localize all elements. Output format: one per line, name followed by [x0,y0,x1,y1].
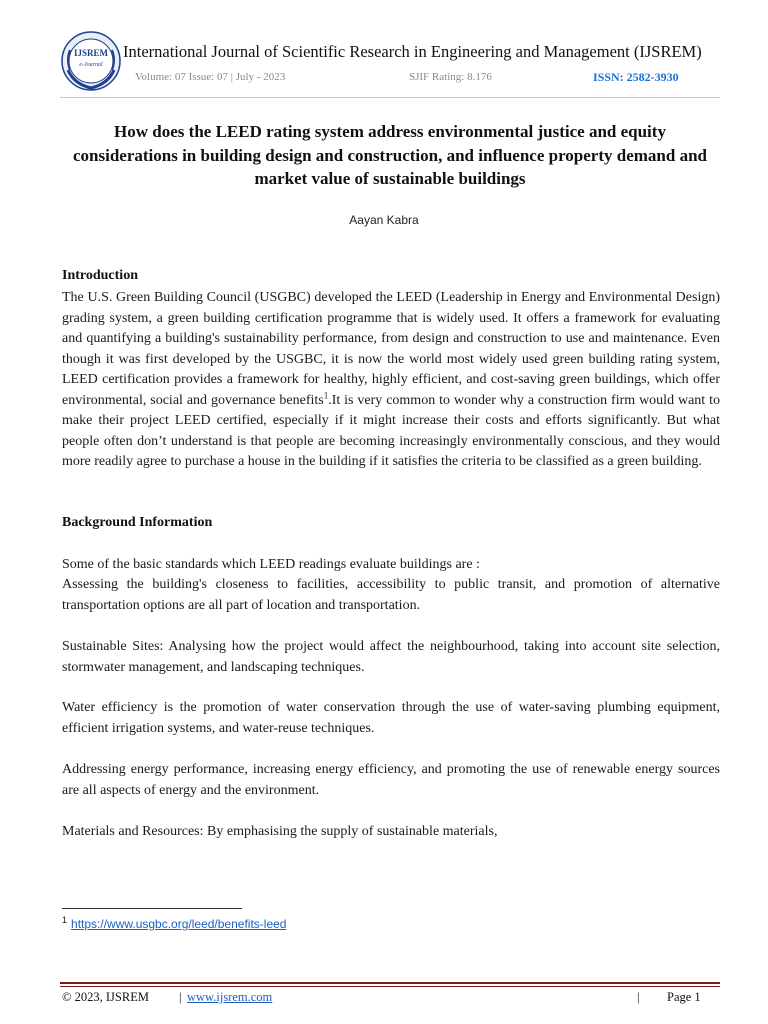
section-heading-introduction: Introduction [62,268,138,283]
footer-divider-thick [60,982,720,984]
footnote-mark: 1 [62,915,68,925]
ijsrem-logo [60,30,122,92]
section-heading-background: Background Information [62,515,213,530]
page-number: Page 1 [667,990,701,1004]
sjif-rating: SJIF Rating: 8.176 [409,71,492,83]
svg-text:IJSREM: IJSREM [73,48,109,58]
introduction-paragraph: The U.S. Green Building Council (USGBC) developed the LEED (Leadership in Energy and Environmental Design) grading system, a green building certification programme that is widely used. It offers a framework for evaluating and quantifying a building's sustainability performance, from design and construction to use and maintenance. Even though it was first developed by the USGBC, it is now the world most widely used green building rating system, LEED certification provides a framework for healthy, highly efficient, and cost-saving green buildings, which offer environmental, social and governance benefits$^1$.It is very common to wonder why a construction firm would want to make their project LEED certified, especially if it might increase their costs and efforts significantly. But what people often don’t understand is that people are becoming increasingly environmentally conscious, and they would more readily agree to purchase a house in the building if it satisfies the criteria to be classified as a green building. [62,290,720,469]
svg-text:e-Journal: e-Journal [79,62,103,68]
footer-separator: | [179,990,182,1004]
background-paragraph-2: Assessing the building's closeness to facilities, accessibility to public transit, and promotion of alternative transportation options are all part of location and transportation. [62,577,720,613]
author-name: Aayan Kabra [349,213,419,227]
footnote-link[interactable]: https://www.usgbc.org/leed/benefits-leed [71,917,287,931]
footnote-divider [62,908,242,909]
footer-website-link[interactable]: www.ijsrem.com [187,990,273,1004]
issue-info: Volume: 07 Issue: 07 | July - 2023 [135,71,286,83]
footer-copyright: © 2023, IJSREM [62,990,149,1004]
background-paragraph-1: Some of the basic standards which LEED readings evaluate buildings are : [62,557,480,572]
footnote-reference[interactable]: 1 [323,389,329,400]
journal-header [60,30,720,102]
header-divider [60,97,720,98]
background-paragraph-4: Water efficiency is the promotion of water conservation through the use of water-saving plumbing equipment, efficient irrigation systems, and water-reuse techniques. [62,700,720,736]
background-paragraph-3: Sustainable Sites: Analysing how the project would affect the neighbourhood, taking into account site selection, stormwater management, and landscaping techniques. [62,639,720,675]
footer-divider-thin [60,986,720,987]
paper-title: How does the LEED rating system address environmental justice and equity considerations in building design and construction, and influence property demand and market value of sustainable buildings [72,122,707,188]
background-paragraph-6: Materials and Resources: By emphasising the supply of sustainable materials, [62,824,498,839]
footnote [62,915,286,931]
footer-separator: | [637,990,640,1004]
background-paragraph-5: Addressing energy performance, increasing energy efficiency, and promoting the use of renewable energy sources are all aspects of energy and the environment. [62,762,720,798]
journal-title: International Journal of Scientific Research in Engineering and Management (IJSREM) [123,42,702,61]
issn: ISSN: 2582-3930 [593,70,679,84]
